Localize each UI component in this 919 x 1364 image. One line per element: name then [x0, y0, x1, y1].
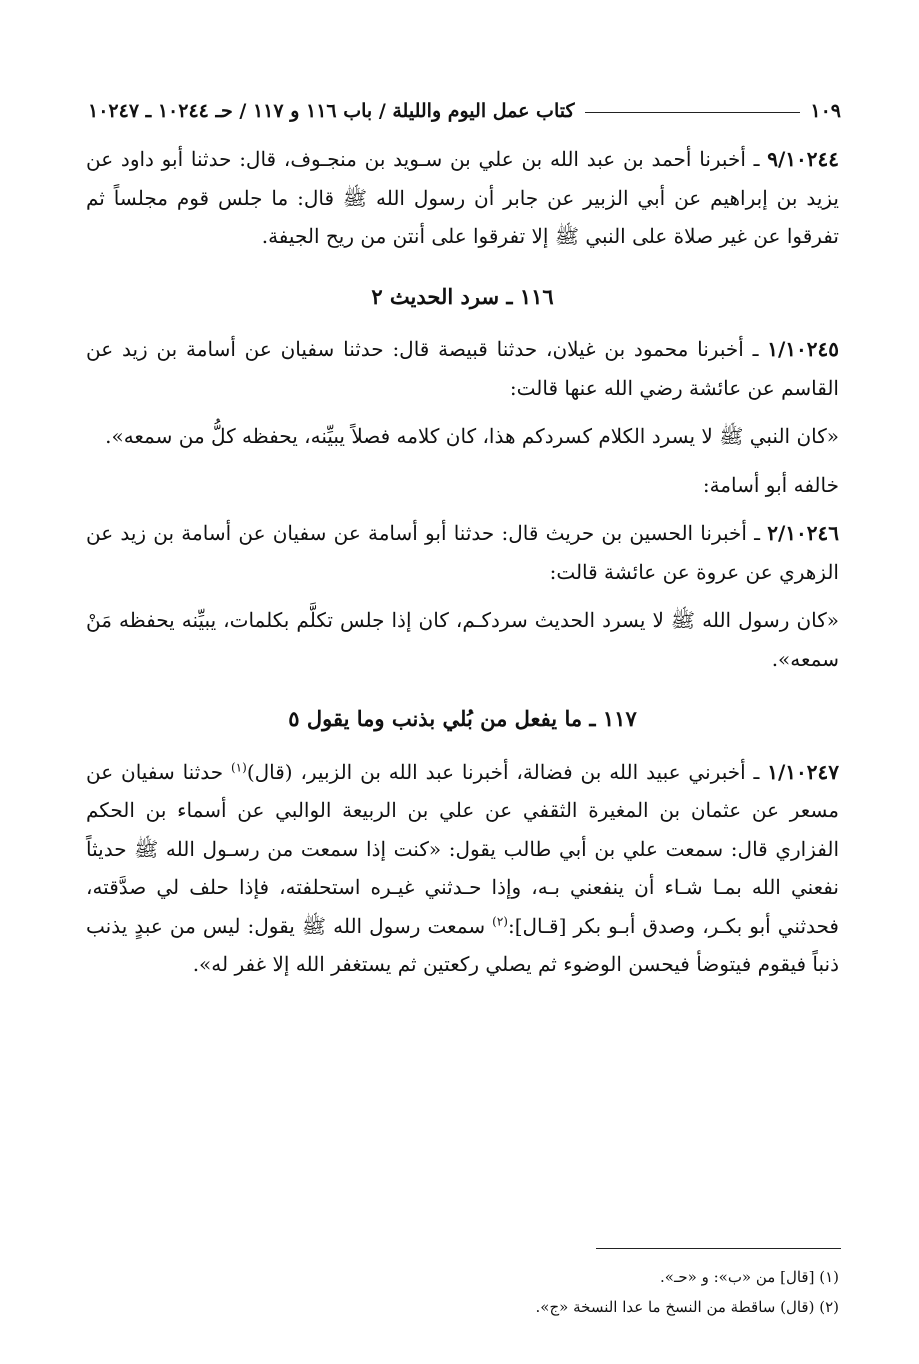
footnotes: [86, 1262, 839, 1322]
hadith-number: ٢/١٠٢٤٦: [767, 521, 839, 545]
hadith-10244: [86, 140, 839, 256]
page-number: ١٠٩: [810, 100, 841, 122]
running-header: [88, 84, 841, 122]
hadith-10246: [86, 514, 839, 591]
hadith-text: ـ أخبرني عبيد الله بن فضالة، أخبرنا عبد الله بن الزبير، (قال): [246, 759, 768, 784]
hadith-text: سمعت رسول الله ﷺ يقول: ليس من عبدٍ يذنب ذنباً فيقوم فيتوضأ فيحسن الوضوء ثم يصلي ركعتين ثم يستغفر الله إلا غفر له».: [86, 913, 839, 976]
header-title: كتاب عمل اليوم والليلة / باب ١١٦ و ١١٧ / حـ ١٠٢٤٤ ـ ١٠٢٤٧: [88, 100, 575, 122]
chapter-heading-117: ١١٧ ـ ما يفعل من بُلي بذنب وما يقول ٥: [288, 706, 637, 731]
khalafahu-note: خالفه أبو أسامة:: [702, 472, 839, 497]
hadith-10245: [86, 330, 839, 407]
footnote-ref-2: (٢): [492, 913, 508, 928]
hadith-quote: «كان النبي ﷺ لا يسرد الكلام كسردكم هذا، كان كلامه فصلاً يبيِّنه، يحفظه كلُّ من سمعه».: [105, 424, 839, 448]
hadith-number: ١/١٠٢٤٥: [767, 337, 839, 361]
header-rule: [585, 112, 801, 113]
hadith-quote: «كان رسول الله ﷺ لا يسرد الحديث سردكـم، كان إذا جلس تكلَّم بكلمات، يبيِّنه يحفظه مَنْ سمعه».: [86, 608, 839, 671]
main-text: [86, 140, 839, 984]
hadith-number: ٩/١٠٢٤٤: [767, 147, 839, 171]
hadith-text: ـ أخبرنا الحسين بن حريث قال: حدثنا أبو أسامة عن سفيان عن أسامة بن زيد عن الزهري عن عروة عن عائشة قالت:: [86, 521, 839, 584]
chapter-heading-116: ١١٦ ـ سرد الحديث ٢: [371, 283, 554, 309]
footnote-1: (١) [قال] من «ب»: و «حـ».: [660, 1268, 839, 1286]
footnote-2: (٢) (قال) ساقطة من النسخ ما عدا النسخة «ج».: [535, 1298, 839, 1316]
hadith-text: ـ أخبرنا محمود بن غيلان، حدثنا قبيصة قال: حدثنا سفيان عن أسامة بن زيد عن القاسم عن عائشة رضي الله عنها قالت:: [86, 337, 839, 400]
hadith-number: ١/١٠٢٤٧: [767, 759, 839, 784]
footnote-ref-1: (١): [230, 759, 247, 774]
footnote-separator: [596, 1248, 841, 1249]
hadith-text: حدثنا سفيان عن مسعر عن عثمان بن المغيرة الثقفي عن علي بن الربيعة الوالبي عن أسماء بن الحكم الفزاري قال: سمعت علي بن أبي طالب يقول: «كنت إذا سمعت من رسـول الله ﷺ حديثاً نفعني الله بمـا شـاء أن ينفعني بـه، وإذا حـدثني غيـره استحلفته، فإذا حلف لي صدَّقته، فحدثني أبو بكـر، وصدق أبـو بكر [قـال]:: [86, 759, 839, 938]
hadith-10247: [86, 753, 839, 984]
hadith-text: ـ أخبرنا أحمد بن عبد الله بن علي بن سـويد بن منجـوف، قال: حدثنا أبو داود عن يزيد بن إبراهيم عن أبي الزبير عن جابر أن رسول الله ﷺ قال: ما جلس قوم مجلساً ثم تفرقوا عن غير صلاة على النبي ﷺ إلا تفرقوا على أنتن من ريح الجيفة.: [86, 147, 839, 248]
